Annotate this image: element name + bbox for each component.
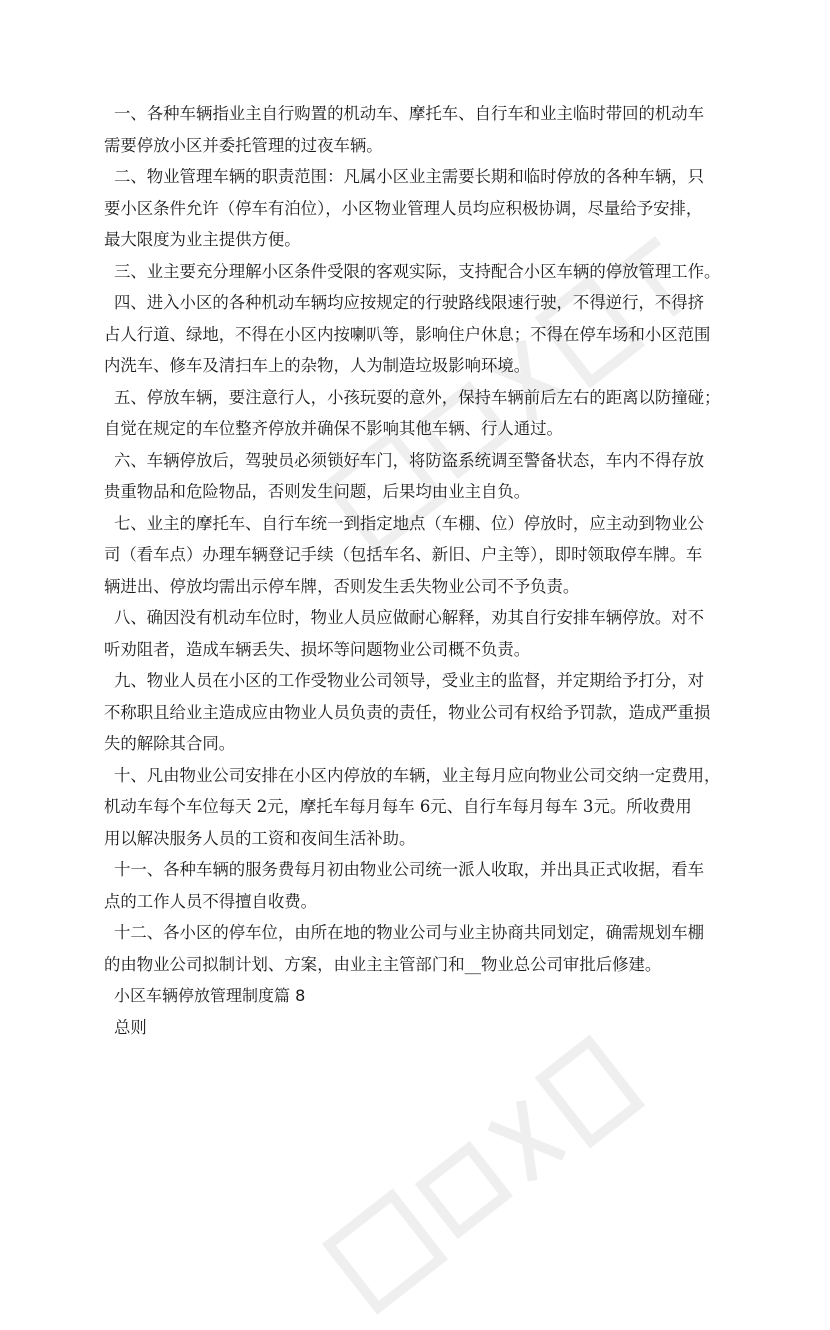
paragraph-9: 九、物业人员在小区的工作受物业公司领导，受业主的监督，并定期给予打分，对 不称职且给业主造成应由物业人员负责的责任，物业公司有权给予罚款，造成严重损 失的解除其合同。 (104, 671, 711, 753)
section-title: 小区车辆停放管理制度篇 8 (114, 986, 306, 1005)
paragraph-8: 八、确因没有机动车位时，物业人员应做耐心解释，劝其自行安排车辆停放。对不 听劝阻者，造成车辆丢失、损坏等问题物业公司概不负责。 (104, 608, 705, 659)
paragraph-11: 十一、各种车辆的服务费每月初由物业公司统一派人收取，并出具正式收据，看车 点的工作人员不得擅自收费。 (104, 860, 705, 911)
paragraph-4: 四、进入小区的各种机动车辆均应按规定的行驶路线限速行驶，不得逆行，不得挤 占人行道、绿地，不得在小区内按喇叭等，影响住户休息；不得在停车场和小区范围 内洗车、修车及清扫车上的杂物，人为制造垃圾影响环境。 (104, 293, 711, 375)
paragraph-10: 十、凡由物业公司安排在小区内停放的车辆，业主每月应向物业公司交纳一定费用， 机动车每个车位每天 2元，摩托车每月每车 6元、自行车每月每车 3元。所收费用 用以解决服务人员的工资和夜间生活补助。 (104, 765, 721, 848)
paragraph-12: 十二、各小区的停车位，由所在地的物业公司与业主协商共同划定，确需规划车棚 的由物业公司拟制计划、方案，由业主主管部门和__物业总公司审批后修建。 (104, 923, 705, 974)
paragraph-1: 一、各种车辆指业主自行购置的机动车、摩托车、自行车和业主临时带回的机动车 需要停放小区并委托管理的过夜车辆。 (104, 104, 705, 155)
document-body (104, 98, 754, 1043)
paragraph-3: 三、业主要充分理解小区条件受限的客观实际，支持配合小区车辆的停放管理工作。 (114, 261, 721, 281)
subsection-title: 总则 (114, 1017, 147, 1037)
paragraph-5: 五、停放车辆，要注意行人，小孩玩耍的意外，保持车辆前后左右的距离以防撞碰； 自觉在规定的车位整齐停放并确保不影响其他车辆、行人通过。 (104, 387, 721, 438)
paragraph-6: 六、车辆停放后，驾驶员必须锁好车门，将防盗系统调至警备状态，车内不得存放 贵重物品和危险物品，否则发生问题，后果均由业主自负。 (104, 450, 705, 501)
paragraph-2: 二、物业管理车辆的职责范围：凡属小区业主需要长期和临时停放的各种车辆，只 要小区条件允许（停车有泊位），小区物业管理人员均应积极协调，尽量给予安排， 最大限度为业主提供方便。 (104, 167, 705, 249)
paragraph-7: 七、业主的摩托车、自行车统一到指定地点（车棚、位）停放时，应主动到物业公 司（看车点）办理车辆登记手续（包括车名、新旧、户主等），即时领取停车牌。车 辆进出、停放均需出示停车牌，否则发生丢失物业公司不予负责。 (104, 513, 705, 596)
